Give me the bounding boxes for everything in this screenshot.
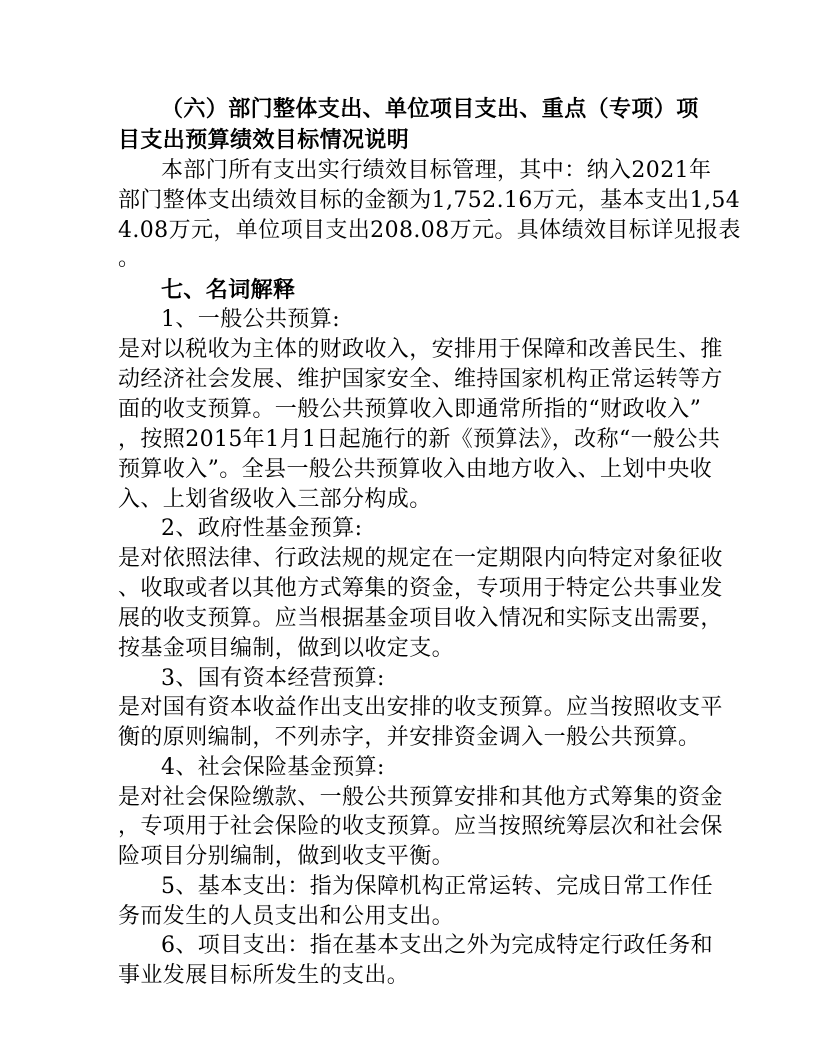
section-heading-6-line1: （六）部门整体支出、单位项目支出、重点（专项）项 [161, 96, 699, 122]
term-body-line: 是对社会保险缴款、一般公共预算安排和其他方式筹集的资金 [118, 785, 723, 810]
term-body-line: 、收取或者以其他方式筹集的资金，专项用于特定公共事业发 [118, 576, 723, 601]
term-body-line: ，按照2015年1月1日起施行的新《预算法》，改称“一般公共 [118, 427, 721, 452]
term-body-line: 预算收入”。全县一般公共预算收入由地方收入、上划中央收 [118, 457, 713, 482]
term-body-line: 是对依照法律、行政法规的规定在一定期限内向特定对象征收 [118, 546, 723, 571]
paragraph-line: 4.08万元，单位项目支出208.08万元。具体绩效目标详见报表 [118, 218, 741, 243]
paragraph-line: 本部门所有支出实行绩效目标管理，其中：纳入2021年 [161, 158, 712, 183]
term-body-line: 险项目分别编制，做到收支平衡。 [118, 844, 455, 869]
term-5-line2: 务而发生的人员支出和公用支出。 [118, 904, 455, 929]
term-title: 3、国有资本经营预算: [161, 666, 385, 691]
term-body-line: 是对以税收为主体的财政收入，安排用于保障和改善民生、推 [118, 337, 723, 362]
term-body-line: 是对国有资本收益作出支出安排的收支预算。应当按照收支平 [118, 695, 723, 720]
term-body-line: 展的收支预算。应当根据基金项目收入情况和实际支出需要， [118, 606, 723, 631]
term-title: 4、社会保险基金预算: [161, 755, 385, 780]
section-heading-6-line2: 目支出预算绩效目标情况说明 [118, 127, 410, 153]
section-heading-7: 七、名词解释 [161, 277, 296, 303]
paragraph-line: 部门整体支出绩效目标的金额为1,752.16万元，基本支出1,54 [118, 188, 741, 213]
term-body-line: 入、上划省级收入三部分构成。 [118, 487, 432, 512]
term-body-line: 动经济社会发展、维护国家安全、维持国家机构正常运转等方 [118, 367, 723, 392]
term-title: 1、一般公共预算: [161, 307, 341, 332]
term-6-line1: 6、项目支出：指在基本支出之外为完成特定行政任务和 [161, 933, 713, 958]
term-6-line2: 事业发展目标所发生的支出。 [118, 963, 410, 988]
term-body-line: 面的收支预算。一般公共预算收入即通常所指的“财政收入” [118, 397, 702, 422]
paragraph-line: 。 [118, 246, 141, 271]
term-5-line1: 5、基本支出：指为保障机构正常运转、完成日常工作任 [161, 874, 713, 899]
term-title: 2、政府性基金预算: [161, 516, 363, 541]
term-body-line: ，专项用于社会保险的收支预算。应当按照统筹层次和社会保 [118, 814, 723, 839]
term-body-line: 衡的原则编制，不列赤字，并安排资金调入一般公共预算。 [118, 725, 701, 750]
term-body-line: 按基金项目编制，做到以收定支。 [118, 636, 455, 661]
